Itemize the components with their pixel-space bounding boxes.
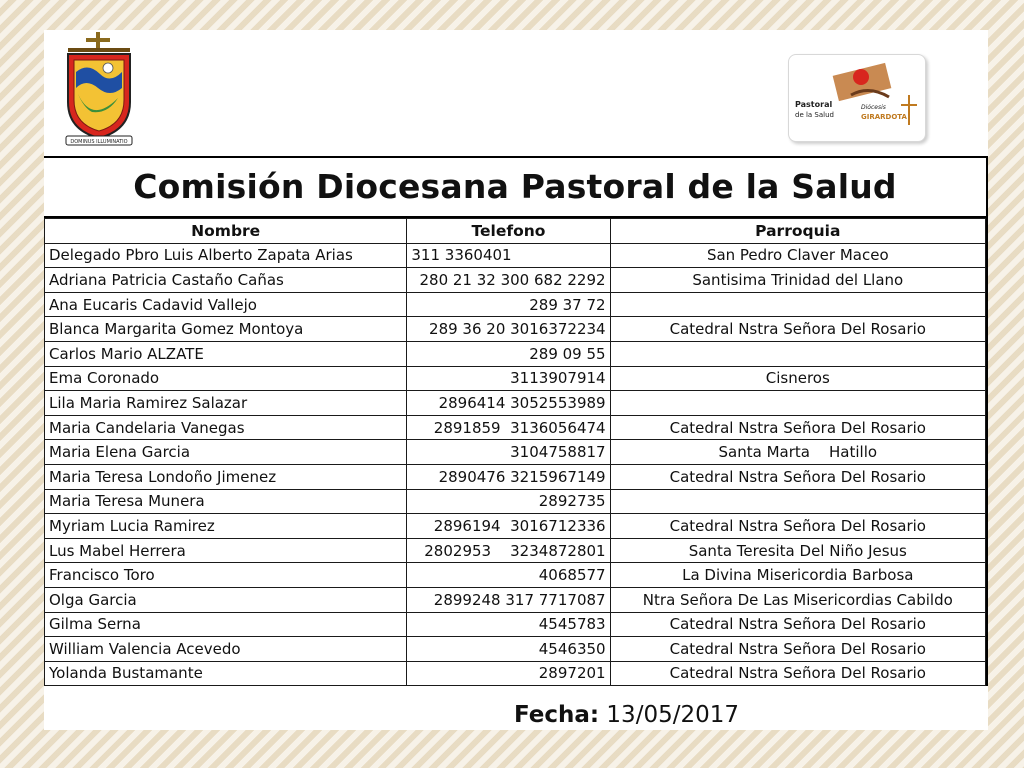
cell-name: Olga Garcia xyxy=(45,587,407,612)
cell-name: Lus Mabel Herrera xyxy=(45,538,407,563)
svg-text:Diócesis: Diócesis xyxy=(861,104,886,111)
diocese-coat-of-arms-icon xyxy=(62,32,136,150)
column-header-parish: Parroquia xyxy=(610,219,985,244)
cell-phone: 3104758817 xyxy=(407,440,610,465)
table-row xyxy=(45,661,986,686)
table-row xyxy=(45,366,986,391)
table-row xyxy=(45,464,986,489)
table-row xyxy=(45,514,986,539)
cell-phone: 2899248 317 7717087 xyxy=(407,587,610,612)
cell-name: Maria Elena Garcia xyxy=(45,440,407,465)
svg-text:DOMINUS ILLUMINATIO: DOMINUS ILLUMINATIO xyxy=(70,139,128,145)
cell-parish: Catedral Nstra Señora Del Rosario xyxy=(610,661,985,686)
cell-phone: 2890476 3215967149 xyxy=(407,464,610,489)
cell-name: William Valencia Acevedo xyxy=(45,637,407,662)
cell-phone: 311 3360401 xyxy=(407,243,610,268)
cell-parish: Catedral Nstra Señora Del Rosario xyxy=(610,612,985,637)
cell-parish xyxy=(610,391,985,416)
date-label: Fecha: xyxy=(514,702,600,728)
page-title: Comisión Diocesana Pastoral de la Salud xyxy=(44,158,986,218)
table-row xyxy=(45,612,986,637)
cell-name: Yolanda Bustamante xyxy=(45,661,407,686)
cell-name: Maria Candelaria Vanegas xyxy=(45,415,407,440)
cell-phone: 2802953 3234872801 xyxy=(407,538,610,563)
cell-parish: Ntra Señora De Las Misericordias Cabildo xyxy=(610,587,985,612)
svg-text:GIRARDOTA: GIRARDOTA xyxy=(861,113,907,121)
cell-parish: Catedral Nstra Señora Del Rosario xyxy=(610,637,985,662)
table-row xyxy=(45,538,986,563)
svg-text:Pastoral: Pastoral xyxy=(795,100,833,109)
cell-parish: Catedral Nstra Señora Del Rosario xyxy=(610,514,985,539)
cell-name: Carlos Mario ALZATE xyxy=(45,341,407,366)
cell-phone: 2892735 xyxy=(407,489,610,514)
cell-parish: Santisima Trinidad del Llano xyxy=(610,268,985,293)
cell-parish: Catedral Nstra Señora Del Rosario xyxy=(610,415,985,440)
cell-parish xyxy=(610,341,985,366)
table-row xyxy=(45,563,986,588)
cell-name: Blanca Margarita Gomez Montoya xyxy=(45,317,407,342)
cell-phone: 289 36 20 3016372234 xyxy=(407,317,610,342)
table-row xyxy=(45,637,986,662)
table-row xyxy=(45,292,986,317)
cell-parish: Catedral Nstra Señora Del Rosario xyxy=(610,464,985,489)
cell-name: Maria Teresa Londoño Jimenez xyxy=(45,464,407,489)
contacts-sheet xyxy=(44,156,988,686)
cell-phone: 2896194 3016712336 xyxy=(407,514,610,539)
cell-phone: 289 09 55 xyxy=(407,341,610,366)
table-row xyxy=(45,268,986,293)
table-row xyxy=(45,415,986,440)
table-row xyxy=(45,391,986,416)
date-footer xyxy=(514,702,739,728)
cell-phone: 2897201 xyxy=(407,661,610,686)
table-header-row xyxy=(45,219,986,244)
pastoral-salud-logo xyxy=(788,54,926,142)
svg-text:de la Salud: de la Salud xyxy=(795,111,834,119)
table-row xyxy=(45,489,986,514)
cell-name: Ema Coronado xyxy=(45,366,407,391)
cell-phone: 289 37 72 xyxy=(407,292,610,317)
contacts-table xyxy=(44,218,986,686)
column-header-phone: Telefono xyxy=(407,219,610,244)
cell-name: Adriana Patricia Castaño Cañas xyxy=(45,268,407,293)
cell-parish: Santa Marta Hatillo xyxy=(610,440,985,465)
cell-parish: Cisneros xyxy=(610,366,985,391)
cell-parish: La Divina Misericordia Barbosa xyxy=(610,563,985,588)
cell-phone: 280 21 32 300 682 2292 xyxy=(407,268,610,293)
cell-parish xyxy=(610,489,985,514)
cell-name: Delegado Pbro Luis Alberto Zapata Arias xyxy=(45,243,407,268)
cell-parish xyxy=(610,292,985,317)
table-row xyxy=(45,341,986,366)
pastoral-salud-logo-icon xyxy=(789,55,925,141)
cell-phone: 4545783 xyxy=(407,612,610,637)
table-row xyxy=(45,243,986,268)
cell-name: Ana Eucaris Cadavid Vallejo xyxy=(45,292,407,317)
cell-parish: Santa Teresita Del Niño Jesus xyxy=(610,538,985,563)
cell-name: Lila Maria Ramirez Salazar xyxy=(45,391,407,416)
cell-parish: San Pedro Claver Maceo xyxy=(610,243,985,268)
cell-parish: Catedral Nstra Señora Del Rosario xyxy=(610,317,985,342)
column-header-name: Nombre xyxy=(45,219,407,244)
cell-phone: 2891859 3136056474 xyxy=(407,415,610,440)
cell-phone: 2896414 3052553989 xyxy=(407,391,610,416)
cell-phone: 3113907914 xyxy=(407,366,610,391)
cell-name: Gilma Serna xyxy=(45,612,407,637)
cell-phone: 4546350 xyxy=(407,637,610,662)
cell-name: Maria Teresa Munera xyxy=(45,489,407,514)
cell-phone: 4068577 xyxy=(407,563,610,588)
slide-page xyxy=(44,30,988,730)
table-row xyxy=(45,587,986,612)
table-row xyxy=(45,317,986,342)
date-value: 13/05/2017 xyxy=(606,702,739,728)
cell-name: Francisco Toro xyxy=(45,563,407,588)
cell-name: Myriam Lucia Ramirez xyxy=(45,514,407,539)
table-row xyxy=(45,440,986,465)
